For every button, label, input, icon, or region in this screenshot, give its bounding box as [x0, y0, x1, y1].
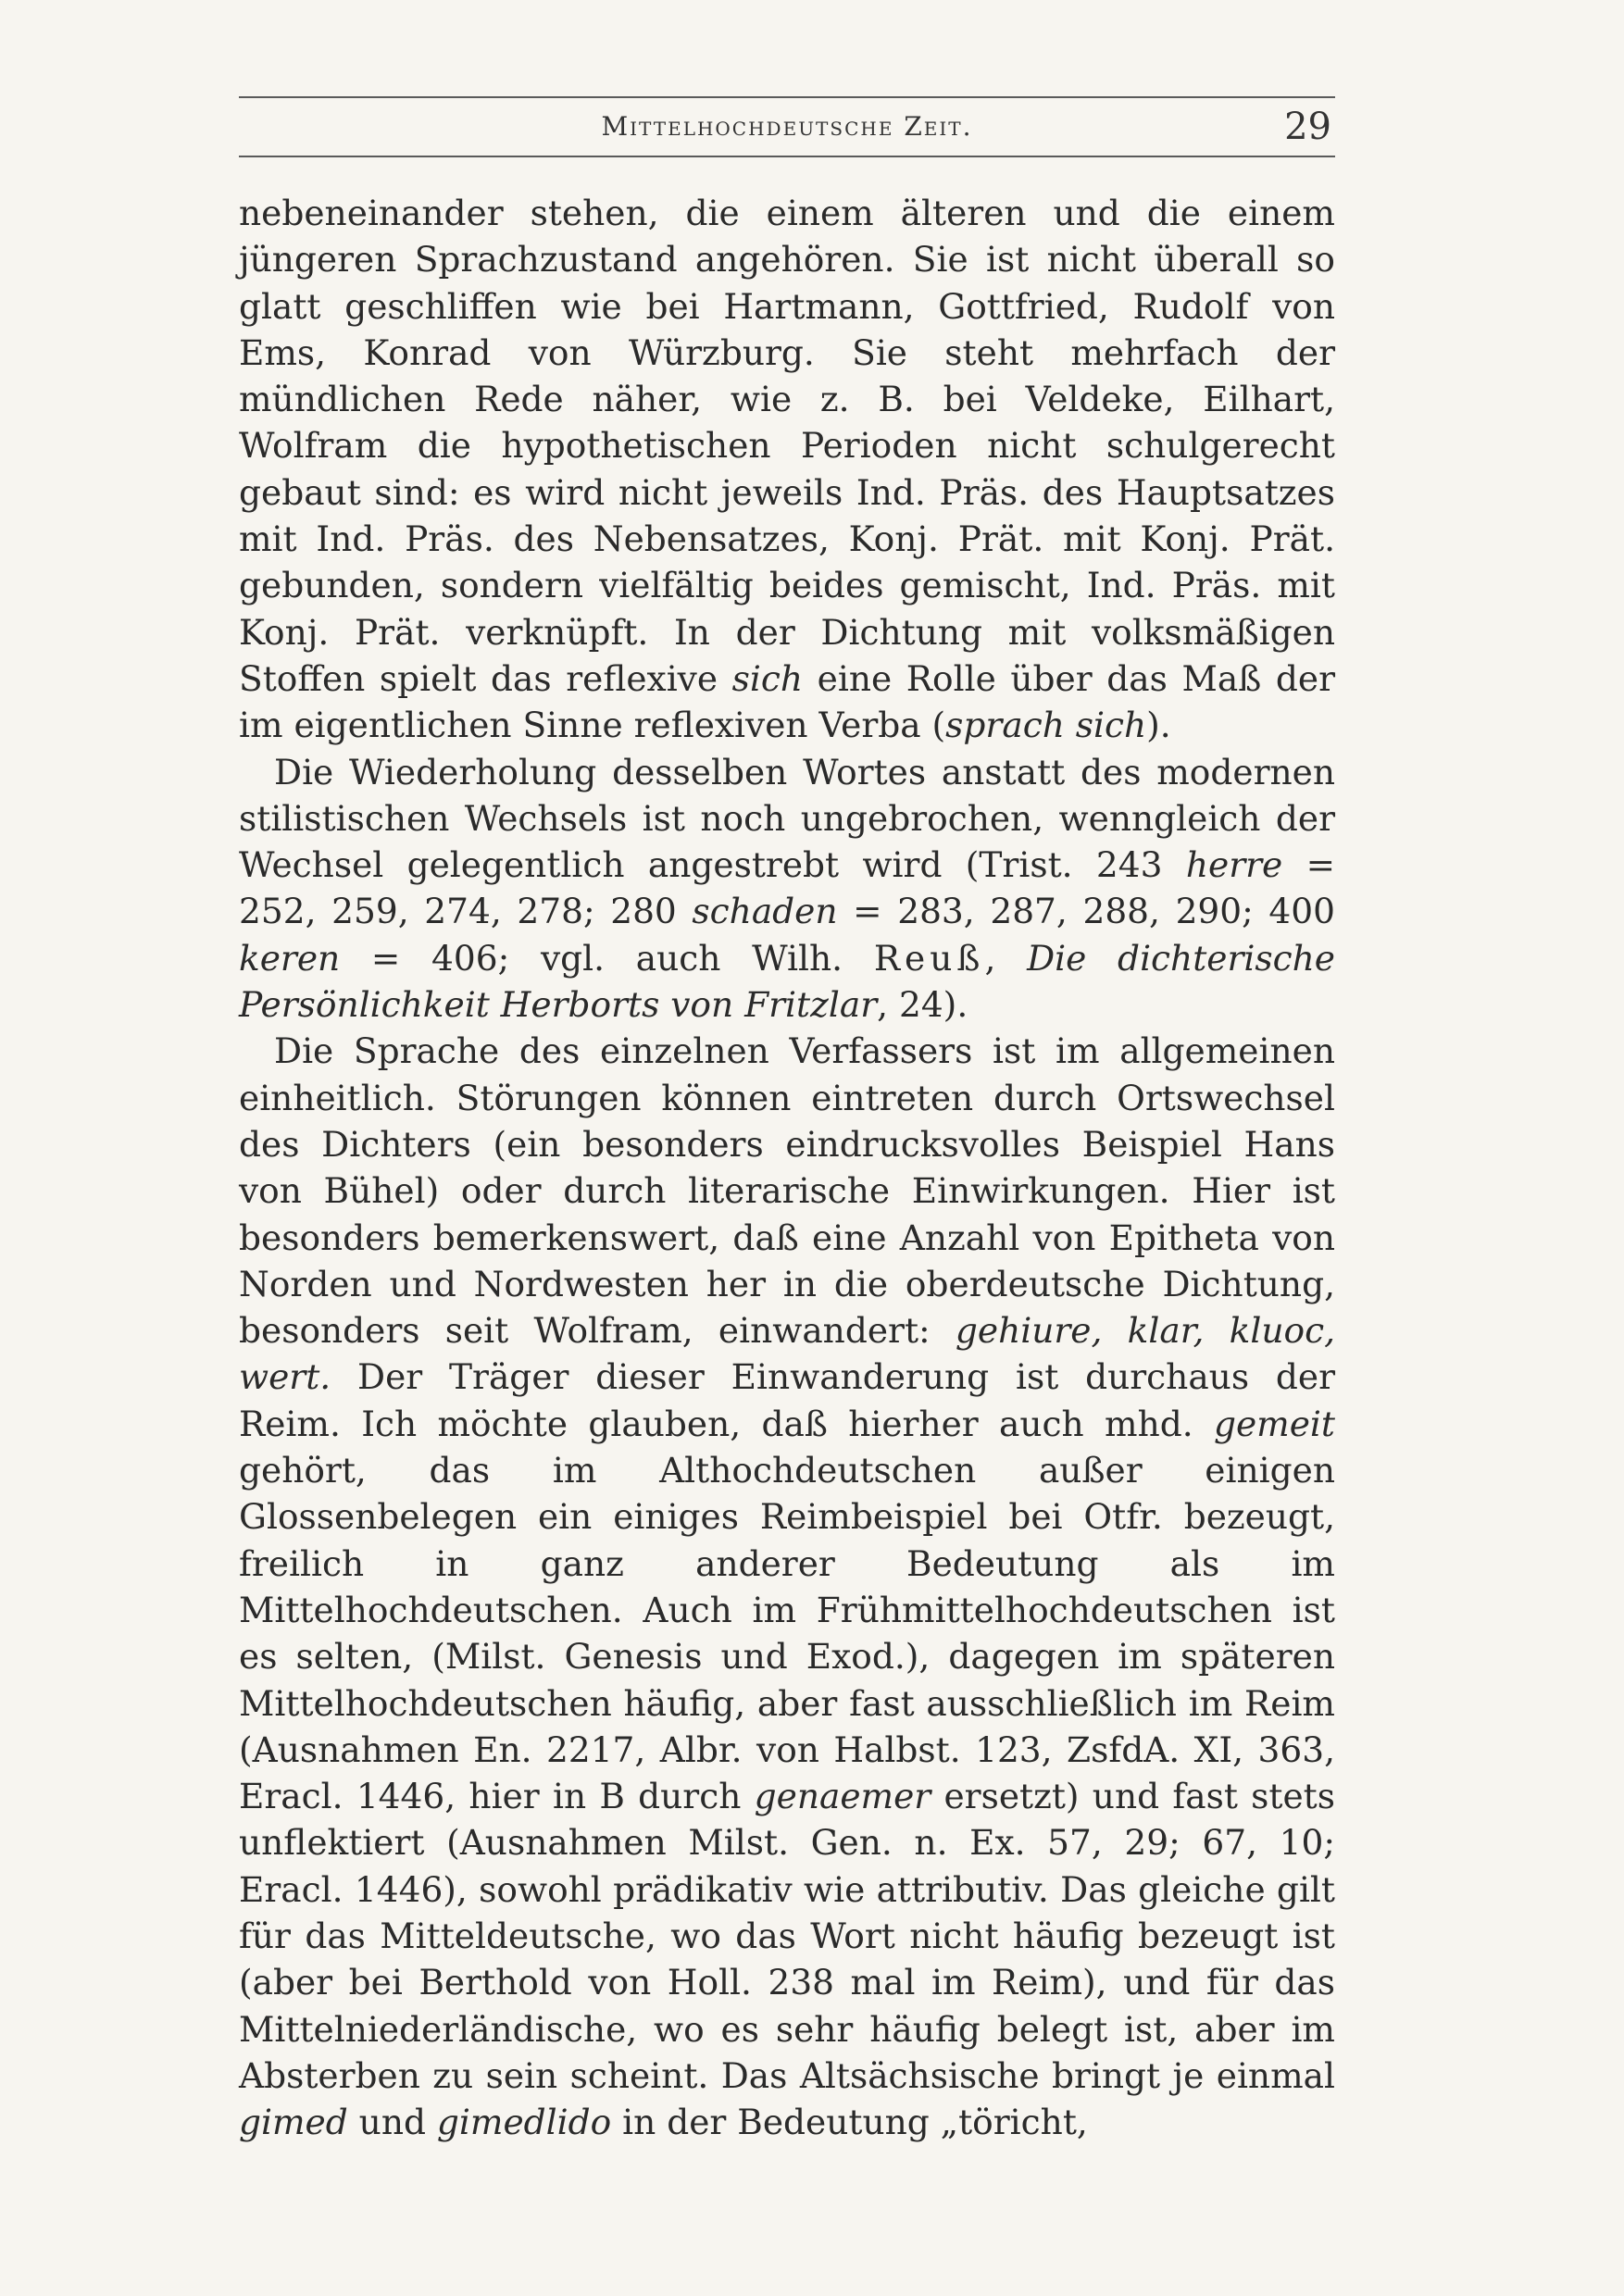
- text-run: = 252, 259, 274, 278; 280: [239, 844, 1335, 932]
- text-run: gehört, das im Althochdeutschen außer einigen Glossenbelegen ein einiges Reimbeispiel bei Otfr. bezeugt, freilich in ganz anderer Bedeutung als im Mittelhochdeutschen. Auch im Frühmittelhochdeutschen ist es selten, (Milst. Genesis und Exod.), dagegen im späteren Mittelhochdeutschen häufig, aber fast ausschließlich im Reim (Ausnahmen En. 2217, Albr. von Halbst. 123, ZsfdA. XI, 363, Eracl. 1446, hier in B durch: [239, 1450, 1335, 1817]
- running-title: Mittelhochdeutsche Zeit.: [601, 111, 973, 142]
- text-run: = 283, 287, 288, 290; 400: [837, 891, 1335, 932]
- paragraph-1: [239, 190, 1335, 749]
- italic-run: keren: [239, 937, 341, 979]
- italic-run: gemeit: [1213, 1403, 1335, 1444]
- italic-run: gimed: [239, 2102, 348, 2143]
- text-run: Die Sprache des einzelnen Verfassers ist im allgemeinen einheitlich. Störungen können eintreten durch Ortswechsel des Dichters (ein besonders eindrucksvolles Beispiel Hans von Bühel) oder durch literarische Einwirkungen. Hier ist besonders bemerkenswert, daß eine Anzahl von Epitheta von Norden und Nordwesten her in die oberdeutsche Dichtung, besonders seit Wolfram, einwandert:: [239, 1030, 1335, 1352]
- text-run: , 24).: [877, 984, 968, 1026]
- page-number: 29: [1284, 106, 1331, 148]
- text-run: eine Rolle über das Maß der im eigentlichen Sinne reflexiven Verba (: [239, 657, 1335, 746]
- text-run: ersetzt) und fast stets unflektiert (Ausnahmen Milst. Gen. n. Ex. 57, 29; 67, 10; Eracl. 1446), sowohl prädikativ wie attributiv. Das gleiche gilt für das Mitteldeutsche, wo das Wort nicht häufig bezeugt ist (aber bei Berthold von Holl. 238 mal im Reim), und für das Mittelniederländische, wo es sehr häufig belegt ist, aber im Absterben zu sein scheint. Das Altsächsische bringt je einmal: [239, 1776, 1335, 2096]
- text-run: Die Wiederholung desselben Wortes anstatt des modernen stilistischen Wechsels ist noch ungebrochen, wenngleich der Wechsel gelegentlich angestrebt wird (Trist. 243: [239, 751, 1335, 886]
- paragraph-2: [239, 749, 1335, 1029]
- italic-run: schaden: [692, 891, 838, 932]
- italic-run: Die dichterische Persönlichkeit Herborts von Fritzlar: [239, 937, 1335, 1026]
- italic-run: sich: [731, 657, 804, 699]
- header-rule-top: [239, 96, 1335, 98]
- italic-run: gehiure, klar, kluoc, wert.: [239, 1310, 1335, 1398]
- italic-run: gimedlido: [436, 2102, 612, 2143]
- italic-run: sprach sich: [945, 705, 1147, 746]
- running-head: [239, 104, 1335, 150]
- paragraph-3: [239, 1028, 1335, 2145]
- text-run: = 406; vgl. auch Wilh.: [340, 937, 874, 979]
- text-run: Der Träger dieser Einwanderung ist durchaus der Reim. Ich möchte glauben, daß hierher auch mhd.: [239, 1356, 1335, 1444]
- header-rule-bottom: [239, 156, 1335, 157]
- spaced-run: Reuß: [873, 937, 985, 979]
- text-run: ).: [1146, 705, 1171, 746]
- text-run: ,: [984, 937, 1028, 979]
- text-run: nebeneinander stehen, die einem älteren und die einem jüngeren Sprachzustand angehören. Sie ist nicht überall so glatt geschliffen wie bei Hartmann, Gottfried, Rudolf von Ems, Konrad von Würzburg. Sie steht mehrfach der mündlichen Rede näher, wie z. B. bei Veldeke, Eilhart, Wolfram die hypothetischen Perioden nicht schulgerecht gebaut sind: es wird nicht jeweils Ind. Präs. des Hauptsatzes mit Ind. Präs. des Nebensatzes, Konj. Prät. mit Konj. Prät. gebunden, sondern vielfältig beides gemischt, Ind. Präs. mit Konj. Prät. verknüpft. In der Dichtung mit volksmäßigen Stoffen spielt das reflexive: [239, 193, 1335, 699]
- italic-run: herre: [1185, 844, 1283, 886]
- text-run: und: [347, 2102, 437, 2143]
- italic-run: genaemer: [754, 1776, 931, 1817]
- text-run: in der Bedeutung „töricht,: [611, 2102, 1088, 2143]
- body-text: [239, 190, 1335, 2145]
